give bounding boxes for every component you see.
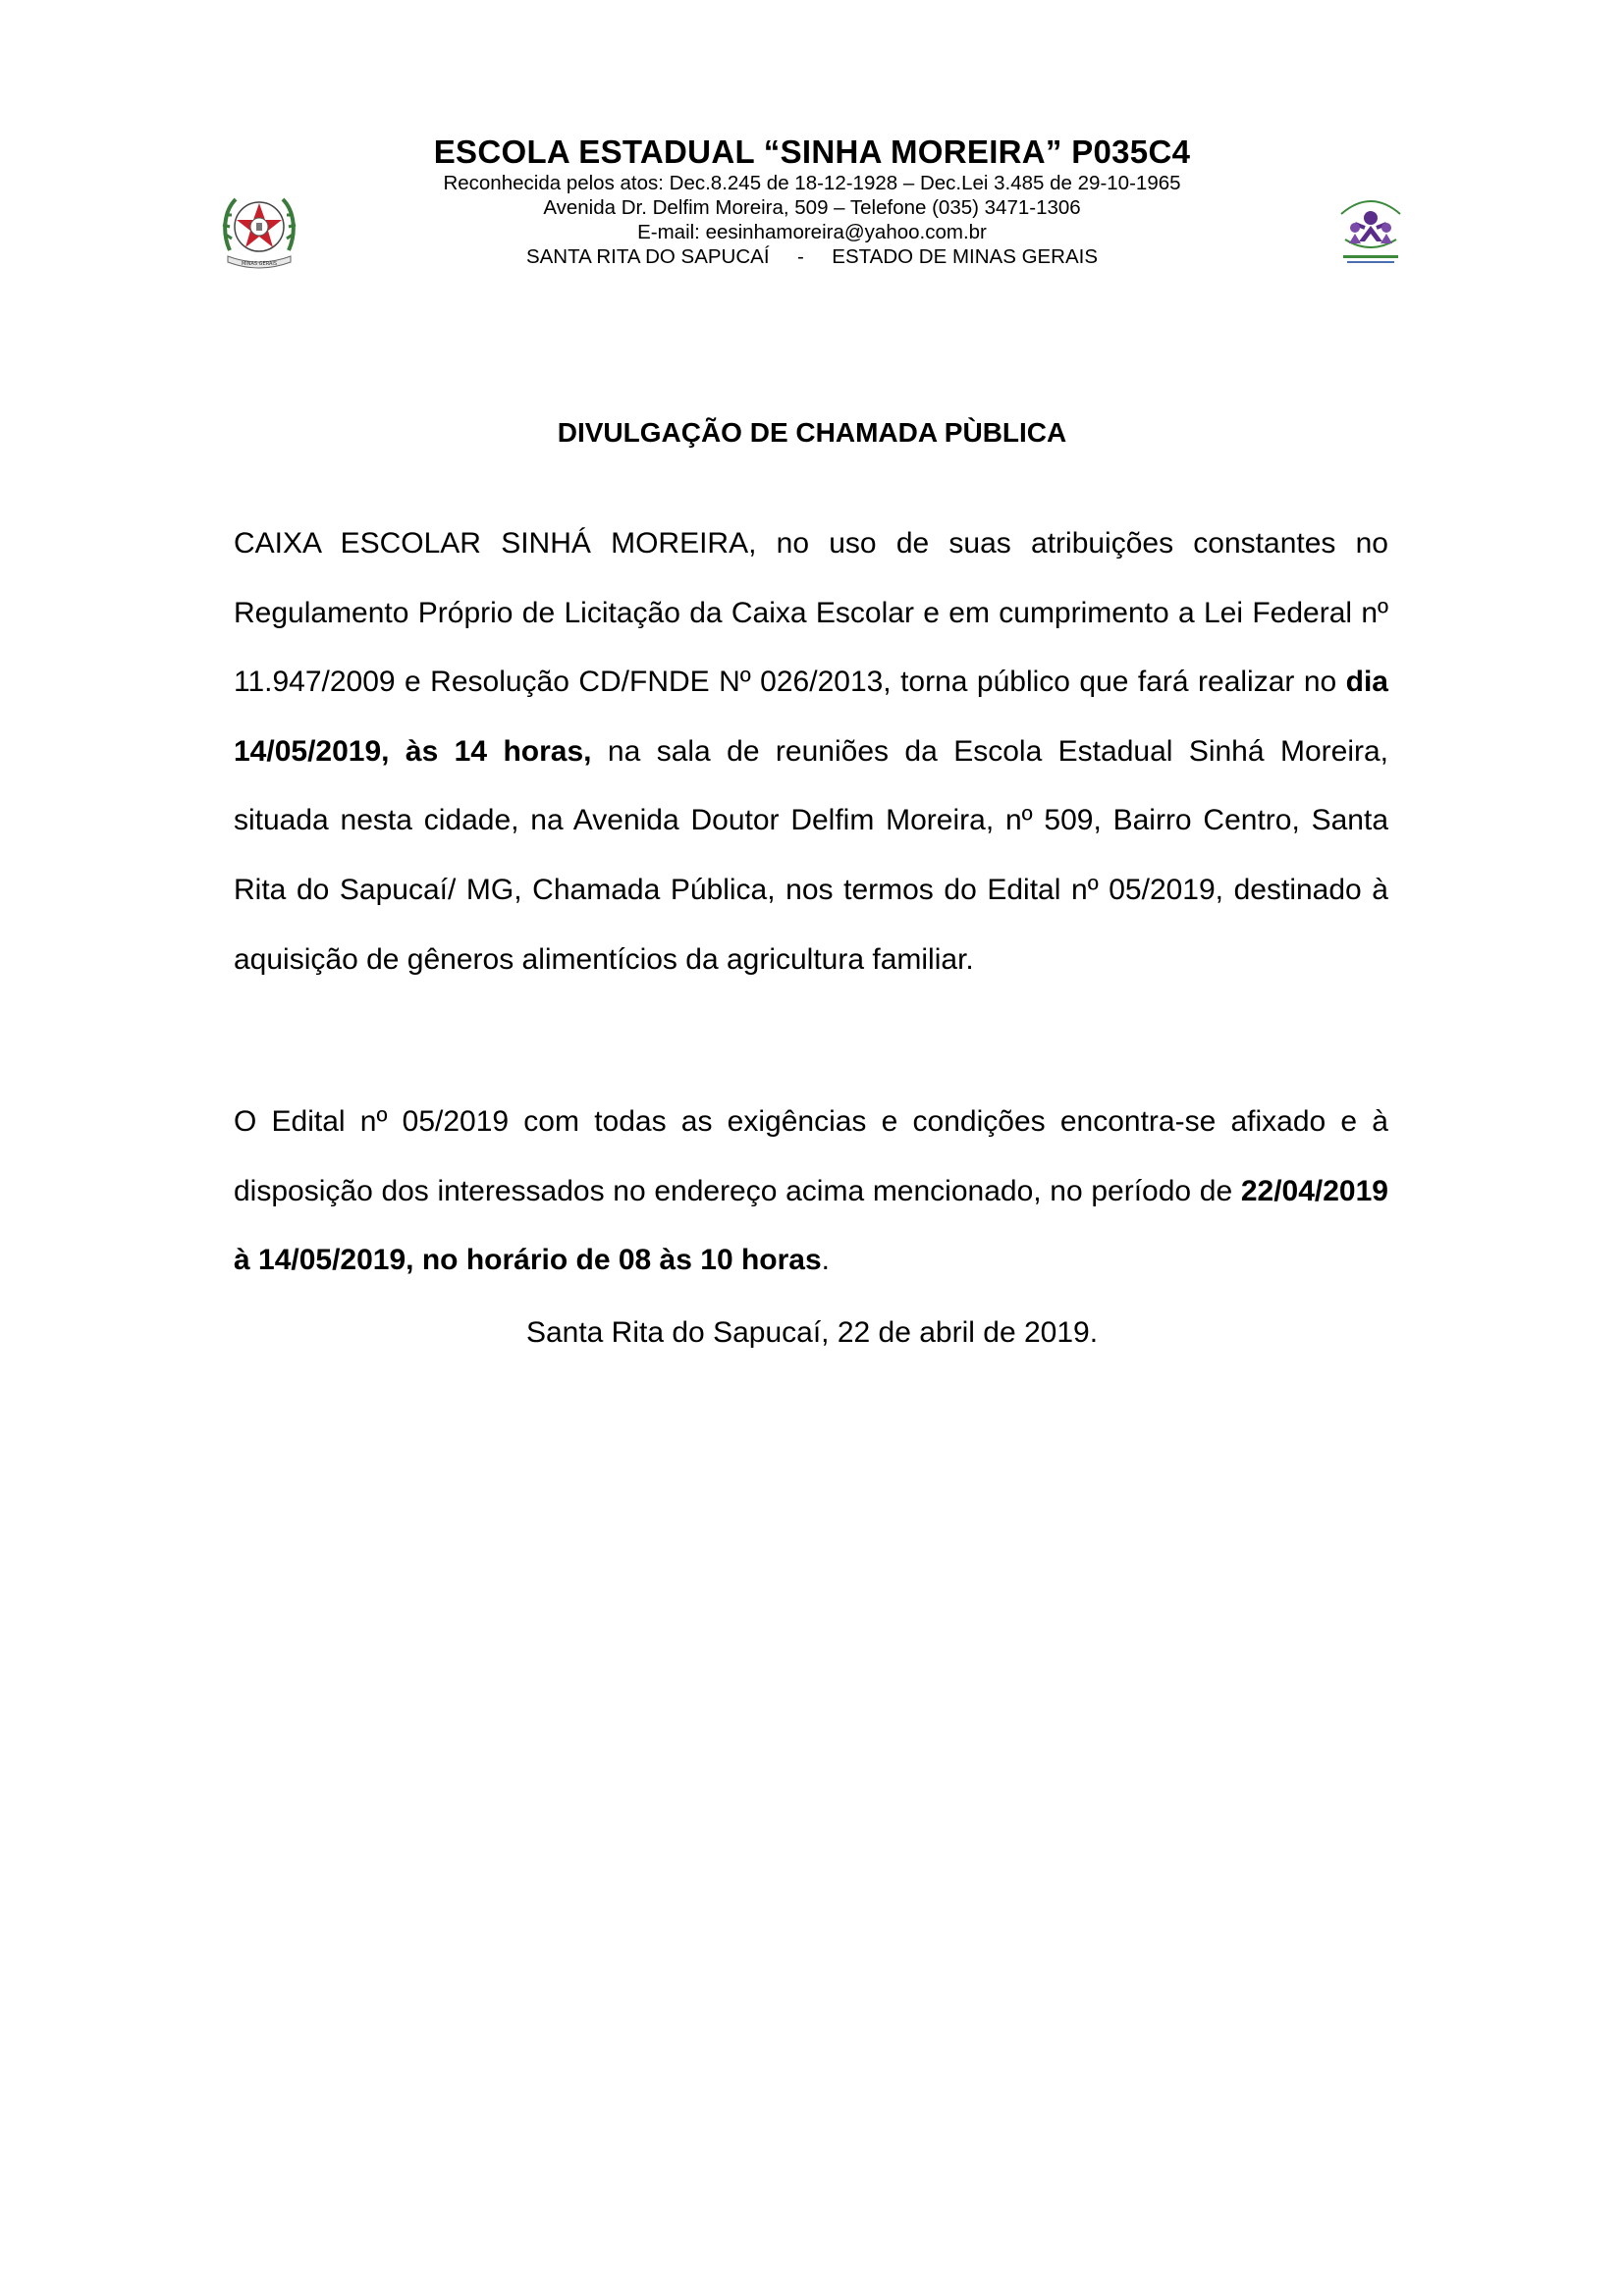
paragraph-text: O Edital nº 05/2019 com todas as exigências e condições encontra-se afixado e à disposição dos interessados no endereço acima mencionado, no período de [234,1105,1388,1207]
paragraph-text: . [821,1244,830,1277]
edital-paragraph [234,1088,1388,1296]
document-header [0,133,1624,269]
availability-period: 22/04/2019 à 14/05/2019, no horário de 08 às 10 horas [234,1174,1388,1277]
address-phone: Avenida Dr. Delfim Moreira, 509 – Telefone (035) 3471-1306 [543,196,1081,219]
recognition-acts: Reconhecida pelos atos: Dec.8.245 de 18-12-1928 – Dec.Lei 3.485 de 29-10-1965 [443,172,1181,194]
paragraph-text: na sala de reuniões da Escola Estadual Sinhá Moreira, situada nesta cidade, na Avenida Doutor Delfim Moreira, nº 509, Bairro Centro, Santa Rita do Sapucaí/ MG, Chamada Pública, nos termos do Edital nº 05/2019, destinado à aquisição de gêneros alimentícios da agricultura familiar. [234,734,1388,976]
page-title: DIVULGAÇÃO DE CHAMADA PÙBLICA [557,417,1067,448]
svg-text:MINAS GERAIS: MINAS GERAIS [241,261,278,267]
school-name: ESCOLA ESTADUAL “SINHA MOREIRA” P035C4 [433,133,1191,170]
announcement-paragraph [234,509,1388,994]
place-date-signoff: Santa Rita do Sapucaí, 22 de abril de 2019. [525,1316,1099,1349]
email: E-mail: eesinhamoreira@yahoo.com.br [637,221,987,243]
city-state: SANTA RITA DO SAPUCAÍ - ESTADO DE MINAS GERAIS [525,245,1099,268]
meeting-date: dia 14/05/2019, às 14 horas, [234,666,1388,768]
paragraph-text: CAIXA ESCOLAR SINHÁ MOREIRA, no uso de suas atribuições constantes no Regulamento Próprio de Licitação da Caixa Escolar e em cumprimento a Lei Federal nº 11.947/2009 e Resolução CD/FNDE Nº 026/2013, torna público que fará realizar no [234,527,1388,699]
